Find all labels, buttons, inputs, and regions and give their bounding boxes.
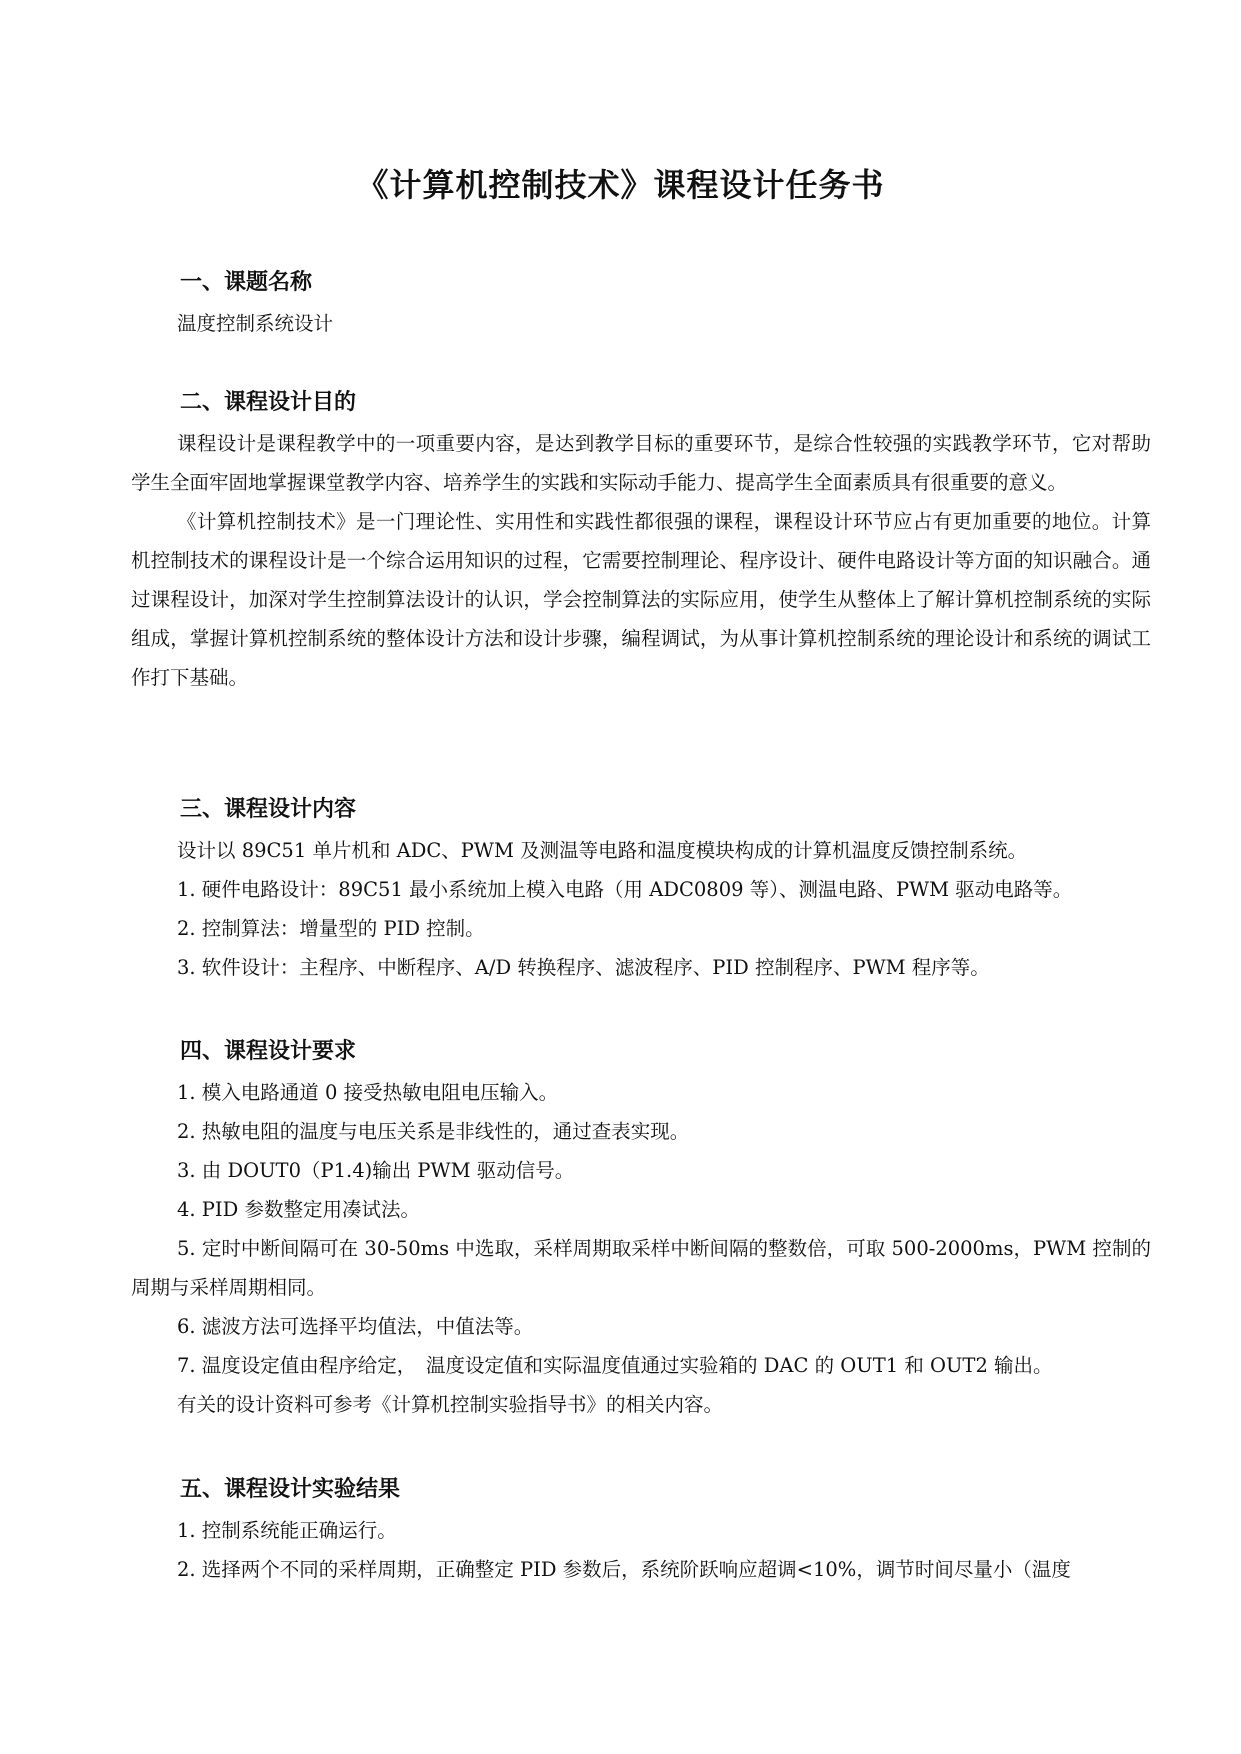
content-intro: 设计以 89C51 单片机和 ADC、PWM 及测温等电路和温度模块构成的计算机温度反馈控制系统。 <box>177 839 1028 862</box>
list-item: 1. 硬件电路设计：89C51 最小系统加上模入电路（用 ADC0809 等）、测温电路、PWM 驱动电路等。 <box>177 878 1073 901</box>
section-purpose <box>0 382 1241 697</box>
list-item: 7. 温度设定值由程序给定， 温度设定值和实际温度值通过实验箱的 DAC 的 OUT1 和 OUT2 输出。 <box>177 1354 1053 1377</box>
section-results <box>0 1469 1241 1589</box>
purpose-paragraph-2: 《计算机控制技术》是一门理论性、实用性和实践性都很强的课程，课程设计环节应占有更加重要的地位。计算机控制技术的课程设计是一个综合运用知识的过程，它需要控制理论、程序设计、硬件电路设计等方面的知识融合。通过课程设计，加深对学生控制算法设计的认识，学会控制算法的实际应用，使学生从整体上了解计算机控制系统的实际组成，掌握计算机控制系统的整体设计方法和设计步骤，编程调试，为从事计算机控制系统的理论设计和系统的调试工作打下基础。 <box>131 510 1151 689</box>
section-heading: 四、课程设计要求 <box>180 1039 357 1064</box>
topic-text: 温度控制系统设计 <box>177 312 334 335</box>
reference-note: 有关的设计资料可参考《计算机控制实验指导书》的相关内容。 <box>177 1393 724 1416</box>
section-heading: 一、课题名称 <box>180 270 313 295</box>
section-requirements <box>0 1031 1241 1424</box>
section-heading: 三、课程设计内容 <box>180 797 357 822</box>
list-item: 1. 控制系统能正确运行。 <box>177 1519 397 1542</box>
list-item: 1. 模入电路通道 0 接受热敏电阻电压输入。 <box>177 1081 559 1104</box>
list-item: 3. 软件设计：主程序、中断程序、A/D 转换程序、滤波程序、PID 控制程序、PWM 程序等。 <box>177 956 990 979</box>
list-item: 2. 热敏电阻的温度与电压关系是非线性的，通过查表实现。 <box>177 1120 690 1143</box>
list-item: 3. 由 DOUT0（P1.4)输出 PWM 驱动信号。 <box>177 1159 575 1182</box>
list-item: 6. 滤波方法可选择平均值法，中值法等。 <box>177 1315 534 1338</box>
purpose-paragraph-1: 课程设计是课程教学中的一项重要内容，是达到教学目标的重要环节，是综合性较强的实践教学环节，它对帮助学生全面牢固地掌握课堂教学内容、培养学生的实践和实际动手能力、提高学生全面素质具有很重要的意义。 <box>131 432 1151 494</box>
section-topic-name <box>0 262 1241 343</box>
list-item: 4. PID 参数整定用凑试法。 <box>177 1198 420 1221</box>
list-item: 5. 定时中断间隔可在 30-50ms 中选取，采样周期取采样中断间隔的整数倍，可取 500-2000ms，PWM 控制的周期与采样周期相同。 <box>131 1237 1151 1299</box>
section-heading: 五、课程设计实验结果 <box>180 1477 401 1502</box>
list-item: 2. 控制算法：增量型的 PID 控制。 <box>177 917 485 940</box>
document-title: 《计算机控制技术》课程设计任务书 <box>356 166 885 204</box>
list-item: 2. 选择两个不同的采样周期，正确整定 PID 参数后，系统阶跃响应超调<10%，调节时间尽量小（温度 <box>177 1558 1071 1581</box>
section-content <box>0 789 1241 987</box>
section-heading: 二、课程设计目的 <box>180 390 357 415</box>
